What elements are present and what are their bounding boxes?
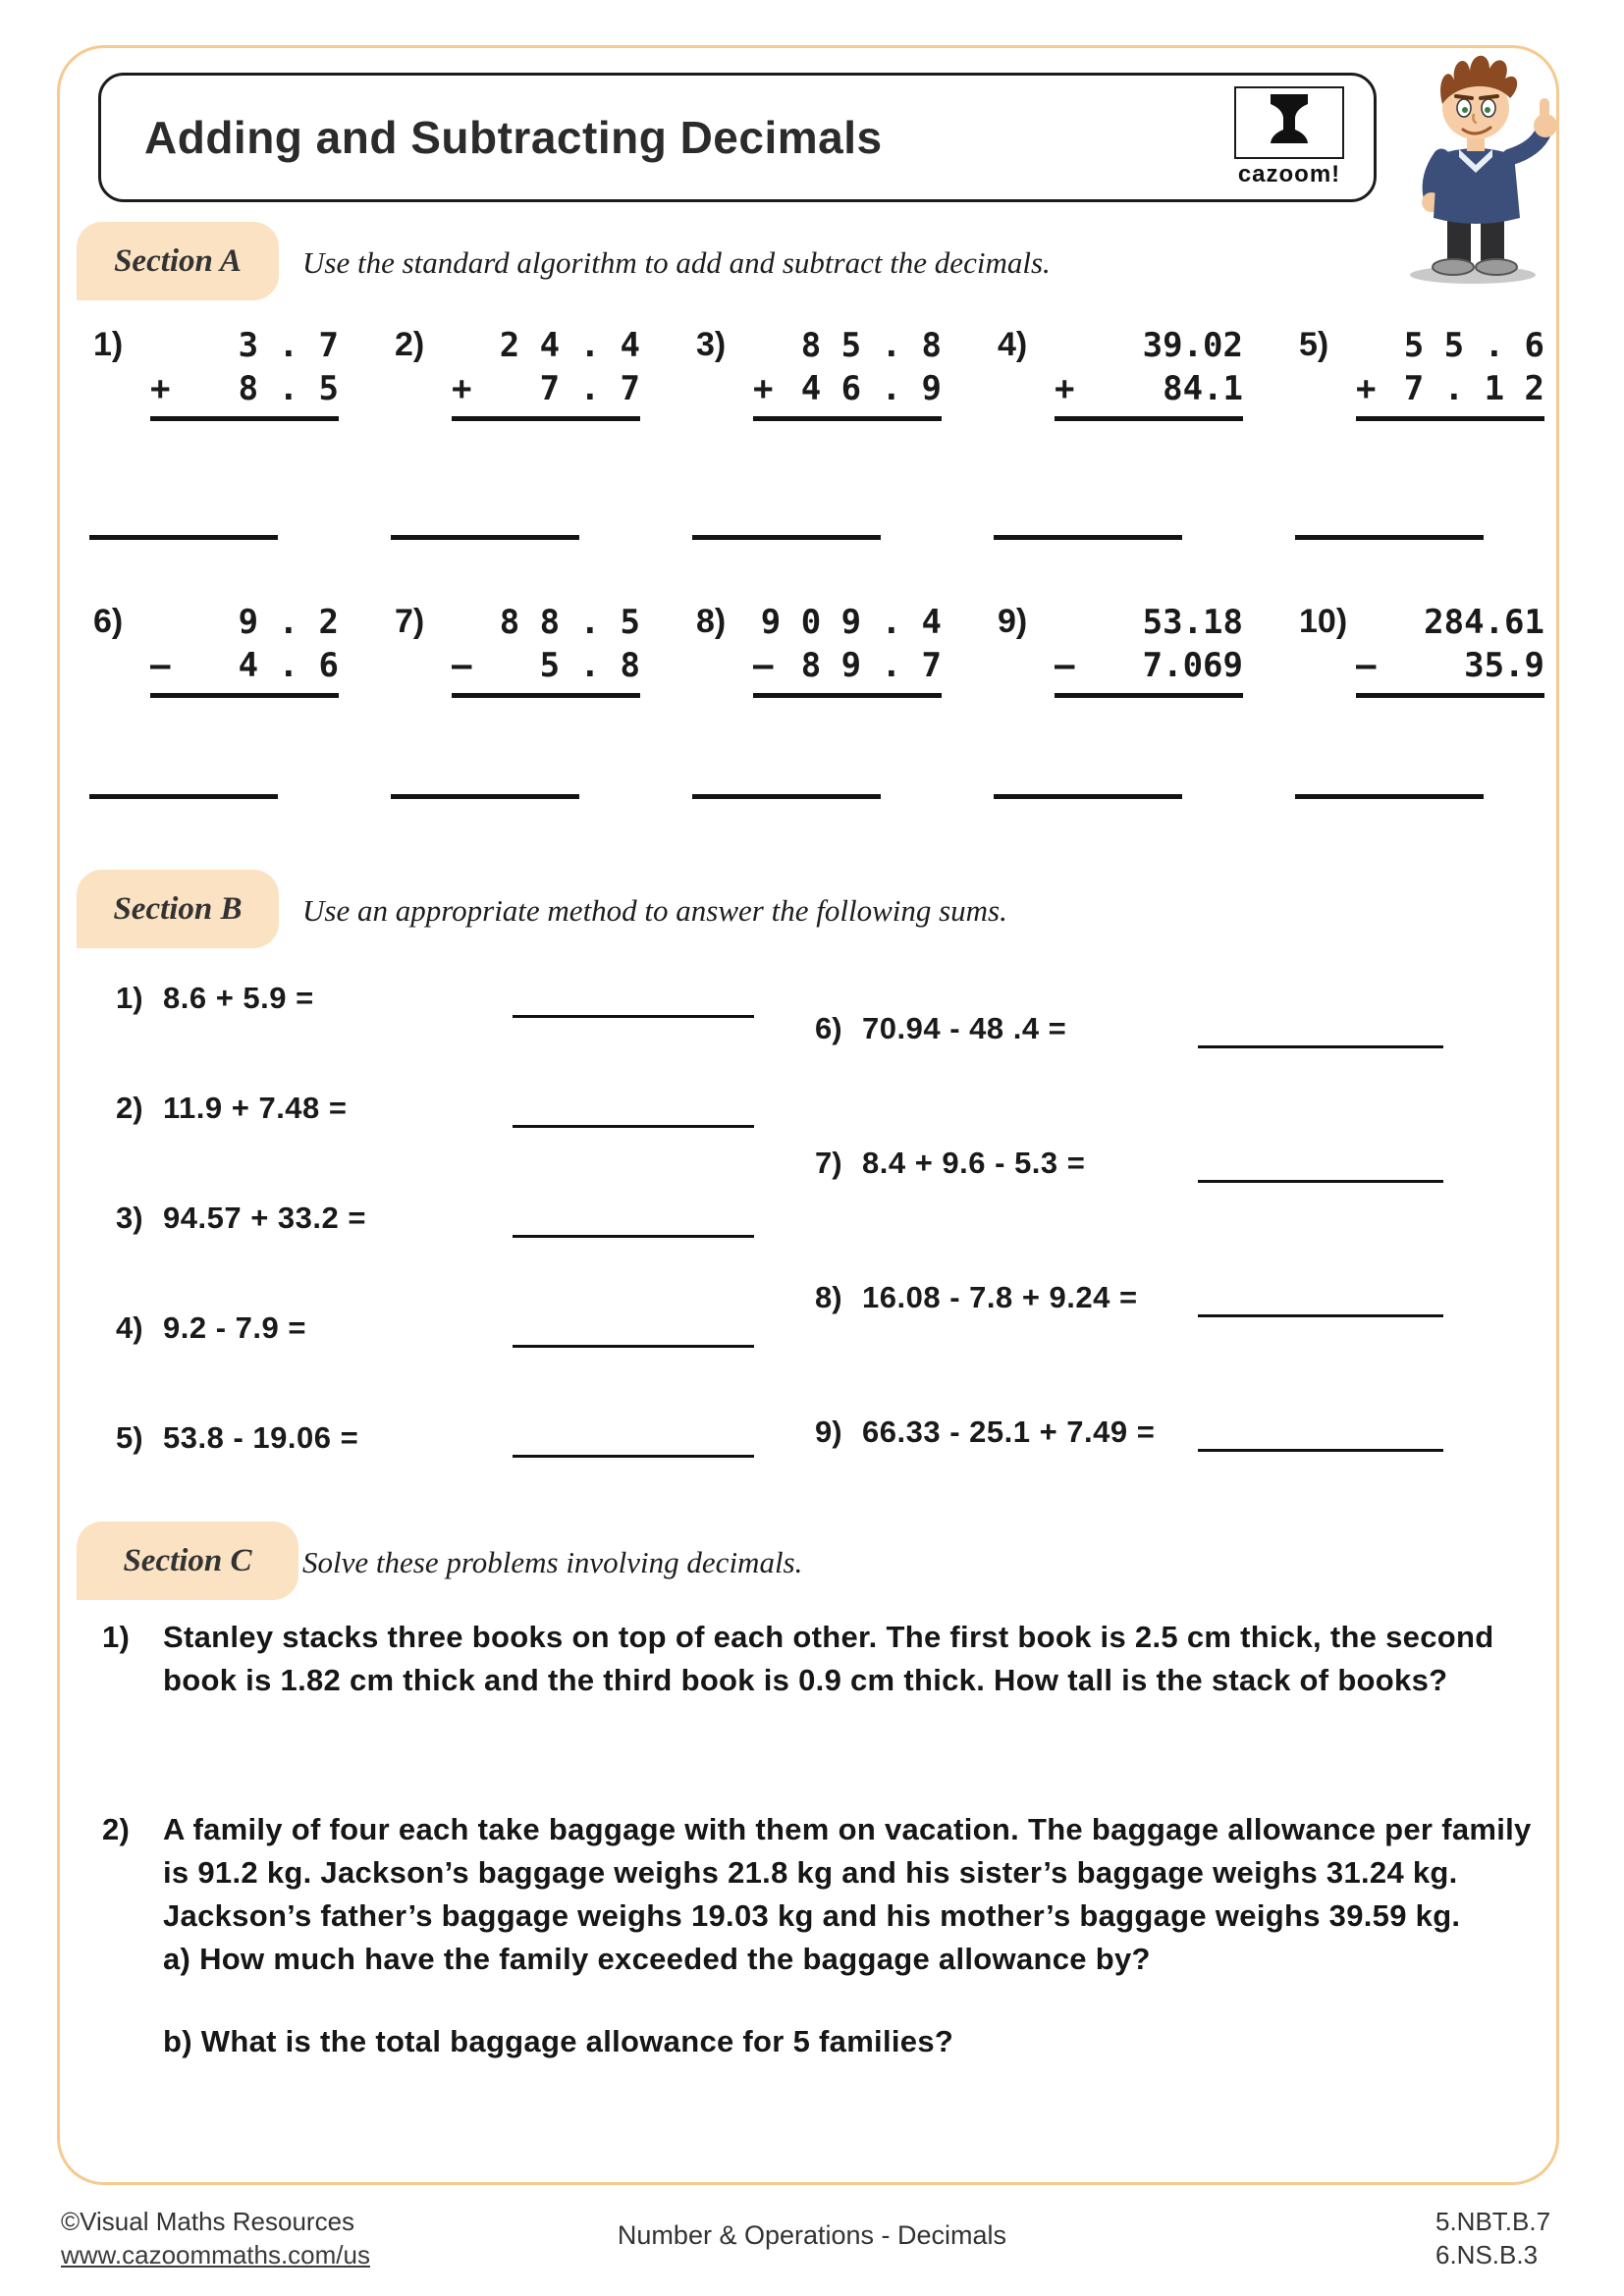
word-problem-text: A family of four each take baggage with them on vacation. The baggage allowance per family is 91.2 kg. Jackson’s baggage weighs 21.8 kg and his sister’s baggage weighs 31.24 kg. Jackson’s father’s baggage weighs 19.03 kg and his mother’s baggage weighs 39.59 kg. [163, 1812, 1532, 1933]
word-problem-part-a: a) How much have the family exceeded the baggage allowance by? [163, 1942, 1151, 1976]
vertical-problem [395, 601, 640, 799]
answer-blank [513, 1119, 754, 1128]
bottom-operand: 7 . 7 [539, 369, 640, 408]
vertical-problem [93, 601, 339, 799]
top-operand: 8 5 . 8 [800, 326, 942, 365]
bottom-operand: 7.069 [1142, 646, 1243, 685]
operator: – [150, 646, 171, 685]
answer-blank [513, 1009, 754, 1018]
problem-number: 2) [395, 326, 425, 363]
sum-expression: 8.4 + 9.6 - 5.3 = [862, 1146, 1086, 1180]
sum-expression: 70.94 - 48 .4 = [862, 1011, 1067, 1045]
answer-line [391, 794, 579, 799]
standard-code-1: 5.NBT.B.7 [1435, 2207, 1551, 2236]
bottom-operand: 8 . 5 [238, 369, 339, 408]
problem-number: 7) [395, 603, 425, 640]
sum-item [116, 1416, 754, 1460]
top-operand: 53.18 [1142, 603, 1243, 642]
mascot-illustration [1379, 47, 1575, 288]
problem-number: 9) [998, 603, 1028, 640]
work-line [753, 693, 942, 698]
problem-number: 7) [815, 1146, 842, 1180]
standard-code-2: 6.NS.B.3 [1435, 2240, 1539, 2269]
sum-item [815, 1411, 1443, 1454]
answer-line [1295, 535, 1484, 540]
work-line [452, 693, 640, 698]
top-operand: 284.61 [1424, 603, 1544, 642]
problem-number: 4) [116, 1310, 143, 1345]
section-b-badge: Section B [77, 870, 279, 948]
work-line [150, 416, 339, 421]
bottom-operand: 35.9 [1464, 646, 1544, 685]
section-a-row-1 [93, 324, 1544, 540]
top-operand: 3 . 7 [238, 326, 339, 365]
sum-item [815, 1142, 1443, 1185]
sum-item [116, 1087, 754, 1130]
problem-number: 2) [102, 1812, 131, 1846]
cazoom-logo [1234, 86, 1344, 188]
sum-expression: 94.57 + 33.2 = [163, 1201, 366, 1235]
footer-link[interactable]: www.cazoommaths.com/us [61, 2240, 370, 2269]
title-box [98, 73, 1377, 202]
answer-line [994, 535, 1182, 540]
footer-copyright: ©Visual Maths Resources [61, 2207, 355, 2236]
vertical-problem [696, 601, 942, 799]
sum-expression: 8.6 + 5.9 = [163, 981, 314, 1015]
answer-line [89, 794, 278, 799]
problem-number: 5) [116, 1420, 143, 1455]
problem-number: 2) [116, 1091, 143, 1125]
top-operand: 9 0 9 . 4 [760, 603, 942, 642]
answer-line [692, 794, 881, 799]
vertical-problem [93, 324, 339, 540]
answer-line [89, 535, 278, 540]
sum-item [815, 1007, 1443, 1050]
bottom-operand: 8 9 . 7 [800, 646, 942, 685]
vertical-problem [1299, 601, 1544, 799]
answer-blank [1198, 1443, 1443, 1452]
sum-expression: 16.08 - 7.8 + 9.24 = [862, 1280, 1138, 1314]
problem-number: 8) [815, 1280, 842, 1314]
operator: – [1356, 646, 1377, 685]
sum-item [815, 1276, 1443, 1319]
answer-blank [1198, 1174, 1443, 1183]
cazoom-logo-icon [1268, 92, 1311, 154]
operator: – [753, 646, 774, 685]
top-operand: 9 . 2 [238, 603, 339, 642]
cazoom-logo-text: cazoom! [1237, 161, 1341, 187]
problem-number: 5) [1299, 326, 1329, 363]
answer-blank [513, 1229, 754, 1238]
problem-number: 1) [102, 1620, 131, 1654]
word-problem-text: Stanley stacks three books on top of each other. The first book is 2.5 cm thick, the second book is 1.82 cm thick and the third book is 0.9 cm thick. How tall is the stack of books? [163, 1620, 1494, 1697]
answer-line [994, 794, 1182, 799]
work-line [452, 416, 640, 421]
vertical-problem [696, 324, 942, 540]
section-b-left-column [116, 977, 754, 1526]
work-line [1356, 416, 1544, 421]
cazoom-logo-frame [1234, 86, 1344, 159]
section-b-right-column [815, 1007, 1443, 1545]
operator: – [1055, 646, 1075, 685]
work-line [753, 416, 942, 421]
bottom-operand: 7 . 1 2 [1403, 369, 1544, 408]
vertical-problem [1299, 324, 1544, 540]
problem-number: 8) [696, 603, 727, 640]
work-line [1055, 416, 1243, 421]
work-line [150, 693, 339, 698]
problem-number: 10) [1299, 603, 1348, 640]
answer-line [391, 535, 579, 540]
work-line [1356, 693, 1544, 698]
bottom-operand: 4 . 6 [238, 646, 339, 685]
section-b-instruction: Use an appropriate method to answer the following sums. [302, 893, 1007, 928]
word-problem-part-b: b) What is the total baggage allowance for 5 families? [163, 2024, 954, 2058]
sum-expression: 9.2 - 7.9 = [163, 1310, 306, 1345]
footer-center-label: Number & Operations - Decimals [617, 2220, 1007, 2250]
answer-blank [1198, 1308, 1443, 1317]
problem-number: 3) [696, 326, 727, 363]
standards-codes [1435, 2205, 1550, 2271]
operator: + [452, 369, 472, 408]
top-operand: 39.02 [1142, 326, 1243, 365]
word-problem-1 [102, 1616, 1557, 1702]
bottom-operand: 5 . 8 [539, 646, 640, 685]
answer-line [692, 535, 881, 540]
problem-number: 4) [998, 326, 1028, 363]
section-a-instruction: Use the standard algorithm to add and subtract the decimals. [302, 245, 1051, 280]
vertical-problem [998, 324, 1243, 540]
operator: + [1356, 369, 1377, 408]
bottom-operand: 4 6 . 9 [800, 369, 942, 408]
vertical-problem [395, 324, 640, 540]
section-a-row-2 [93, 601, 1544, 799]
sum-item [116, 1197, 754, 1240]
answer-blank [1198, 1040, 1443, 1048]
bottom-operand: 84.1 [1163, 369, 1243, 408]
section-c-badge: Section C [77, 1522, 298, 1600]
operator: – [452, 646, 472, 685]
problem-number: 1) [93, 326, 124, 363]
top-operand: 8 8 . 5 [499, 603, 640, 642]
problem-number: 6) [815, 1011, 842, 1045]
sum-item [116, 977, 754, 1020]
section-c-instruction: Solve these problems involving decimals. [302, 1545, 803, 1579]
section-a-badge: Section A [77, 222, 279, 300]
problem-number: 1) [116, 981, 143, 1015]
work-line [1055, 693, 1243, 698]
answer-blank [513, 1339, 754, 1348]
answer-line [1295, 794, 1484, 799]
sum-expression: 11.9 + 7.48 = [163, 1091, 348, 1125]
page-title: Adding and Subtracting Decimals [144, 112, 883, 163]
vertical-problem [998, 601, 1243, 799]
answer-blank [513, 1449, 754, 1458]
operator: + [150, 369, 171, 408]
sum-expression: 66.33 - 25.1 + 7.49 = [862, 1415, 1156, 1449]
sum-item [116, 1307, 754, 1350]
top-operand: 5 5 . 6 [1403, 326, 1544, 365]
problem-number: 9) [815, 1415, 842, 1449]
top-operand: 2 4 . 4 [499, 326, 640, 365]
operator: + [753, 369, 774, 408]
problem-number: 6) [93, 603, 124, 640]
word-problem-2 [102, 1808, 1557, 2063]
operator: + [1055, 369, 1075, 408]
sum-expression: 53.8 - 19.06 = [163, 1420, 359, 1455]
problem-number: 3) [116, 1201, 143, 1235]
